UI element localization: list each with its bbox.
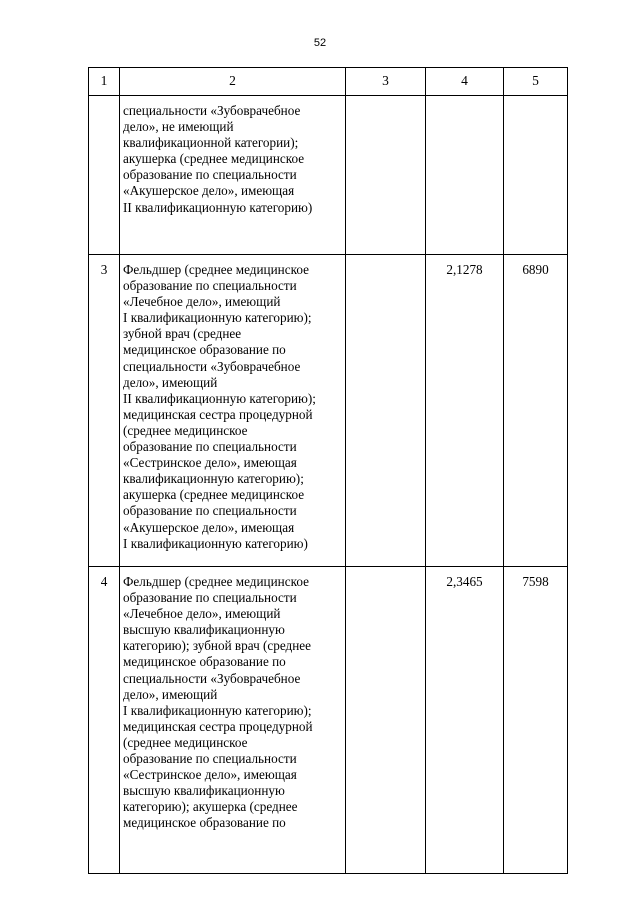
description-line: медицинское образование по <box>123 815 286 831</box>
table-row <box>89 96 568 255</box>
description-line: «Лечебное дело», имеющий <box>123 294 281 310</box>
description-line: специальности «Зубоврачебное <box>123 103 301 118</box>
table-row <box>89 567 568 874</box>
col3-cell <box>346 255 426 567</box>
description-line: «Сестринское дело», имеющая <box>123 767 297 783</box>
tariff-table <box>88 67 568 874</box>
header-col-3: 3 <box>346 68 426 96</box>
description-line: I квалификационную категорию); <box>123 310 312 326</box>
header-col-5: 5 <box>504 68 568 96</box>
description-line: образование по специальности <box>123 439 297 455</box>
description-line: образование по специальности <box>123 751 297 767</box>
description-line: образование по специальности <box>123 278 297 294</box>
description-line: (среднее медицинское <box>123 422 248 438</box>
description-line: зубной врач (среднее <box>123 326 242 342</box>
description-line: (среднее медицинское <box>123 734 248 750</box>
description-line: образование по специальности <box>123 590 297 606</box>
description-line: I квалификационную категорию); <box>123 702 312 718</box>
description-line: дело», имеющий <box>123 374 218 390</box>
row-number-cell: 3 <box>89 255 120 567</box>
page-number: 52 <box>313 37 327 49</box>
description-line: квалификационную категорию); <box>123 471 304 487</box>
description-line: образование по специальности <box>123 167 297 183</box>
description-line: специальности «Зубоврачебное <box>123 670 301 686</box>
description-line: высшую квалификационную <box>123 783 285 799</box>
description-line: высшую квалификационную <box>123 622 285 638</box>
coefficient-cell: 2,3465 <box>426 567 504 874</box>
row-number-cell <box>89 96 120 255</box>
description-line: категорию); зубной врач (среднее <box>123 638 311 654</box>
amount-cell <box>504 96 568 255</box>
description-line: II квалификационную категорию); <box>123 390 316 406</box>
description-line: дело», не имеющий <box>123 119 234 135</box>
description-line: медицинская сестра процедурной <box>123 406 313 422</box>
row-number-cell: 4 <box>89 567 120 874</box>
table-row <box>89 255 568 567</box>
amount-cell: 6890 <box>504 255 568 567</box>
coefficient-cell: 2,1278 <box>426 255 504 567</box>
position-description-cell <box>120 96 346 255</box>
description-line: «Акушерское дело», имеющая <box>123 519 295 535</box>
description-line: акушерка (среднее медицинское <box>123 151 305 167</box>
position-description-cell <box>120 567 346 874</box>
col3-cell <box>346 567 426 874</box>
description-line: Фельдшер (среднее медицинское <box>123 574 309 589</box>
description-line: медицинское образование по <box>123 654 286 670</box>
header-col-2: 2 <box>120 68 346 96</box>
description-line: специальности «Зубоврачебное <box>123 358 301 374</box>
table-header-row <box>89 68 568 96</box>
description-line: «Акушерское дело», имеющая <box>123 183 295 199</box>
description-line: медицинское образование по <box>123 342 286 358</box>
header-col-4: 4 <box>426 68 504 96</box>
description-line: Фельдшер (среднее медицинское <box>123 262 309 277</box>
description-line: медицинская сестра процедурной <box>123 718 313 734</box>
amount-cell: 7598 <box>504 567 568 874</box>
description-line: категорию); акушерка (среднее <box>123 799 298 815</box>
header-col-1: 1 <box>89 68 120 96</box>
coefficient-cell <box>426 96 504 255</box>
description-line: «Сестринское дело», имеющая <box>123 455 297 471</box>
description-line: акушерка (среднее медицинское <box>123 487 305 503</box>
description-line: «Лечебное дело», имеющий <box>123 606 281 622</box>
description-line: квалификационной категории); <box>123 135 299 151</box>
description-line: образование по специальности <box>123 503 297 519</box>
description-line: II квалификационную категорию) <box>123 199 313 215</box>
description-line: дело», имеющий <box>123 686 218 702</box>
description-line: I квалификационную категорию) <box>123 535 308 551</box>
col3-cell <box>346 96 426 255</box>
position-description-cell <box>120 255 346 567</box>
